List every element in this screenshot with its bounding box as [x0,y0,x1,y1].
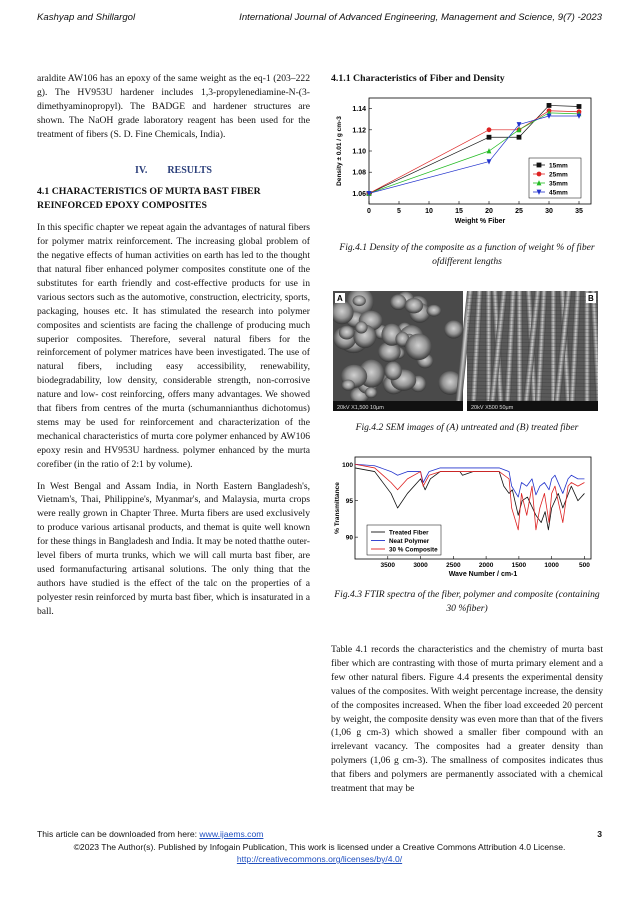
x-tick-label-6: 30 [545,208,553,215]
journal-link[interactable]: www.ijaems.com [199,829,264,839]
sem-a-particle [342,380,355,391]
sem-a-particle [405,334,432,361]
ftir-y-axis-label: % Transmittance [334,482,341,534]
y-tick-label-0: 1.06 [352,190,366,198]
sem-a-particle [339,326,355,340]
ftir-x-tick-label-3: 2000 [478,562,494,569]
page-number: 3 [597,829,602,839]
sem-a-particle [353,295,366,306]
point-15mm-2 [517,135,522,140]
x-tick-label-1: 5 [397,208,401,215]
ftir-y-tick-label-1: 95 [345,498,353,506]
running-header [37,12,602,28]
paragraph-1: In this specific chapter we repeat again the advantages of natural fibers for polymer matrix reinforcement. The increasing global problem of the negative effects of human activities on earth has led to the thought that natural fiber enhanced polymer composites constitute one of the substitutes for earth friendly and cost-effective products for use in various sectors such as the automotive, construction, electricity, sports, packaging, houses etc. It has stimulated the research into polymer composites and scientists are facing the challenge of producing much superior composites. Therefore, several natural fibers for the reinforcement of polymer matrices have been investigated. The use of natural fibers, including easy accessibility, renewability, biodegradability, low density, considerable strength, non-corrosive nature and low- cost reinforcing, offers many advantages. We showed that fibers from centres of the murta (schumannianthus dichotomus) stems may be used for reinforcement and characterization of the mechanical characteristics of murta core polymer enhanced by AW106 epoxy resin and HV953U hardness. polymer enhanced by the murta corefiber (in the ratio of 2:1 by volume). [37,222,310,470]
ftir-legend-label-treated-fiber: Treated Fiber [389,529,429,537]
legend-label-35mm: 35mm [549,180,568,188]
ftir-x-axis-label: Wave Number / cm-1 [448,571,518,578]
figure-4-2-caption: Fig.4.2 SEM images of (A) untreated and (B) treated fiber [355,422,579,433]
x-tick-label-7: 35 [575,208,583,215]
x-axis-label: Weight % Fiber [454,218,506,225]
sem-a-particle [365,387,377,398]
sem-a-particle [405,298,423,313]
sem-label-b: B [588,294,594,303]
paragraph-3: Table 4.1 records the characteristics and the chemistry of murta bast fiber which are contrasting with those of murta primary element and a few other natural fibers. Figure 4.4 presents the experimental density values of the composites. With weight percentage increase, the density of the composites increased. When the fiber load exceeded 20 percent by weight, the composite density was even more than that of the fivers (1,06 g cm-3) which showed a smaller fiber compound with an irrelevant vacancy. The composites had a greater density than polymers (1,06 g cm-3). The smallness of composites indicates thus that fibers and polymers are permanently associated with a chemical treatment that may be [331,644,603,795]
ftir-legend-label-30-composite: 30 % Composite [389,546,438,554]
ftir-y-tick-label-0: 90 [345,534,353,542]
footer-download: This article can be downloaded from here: www.ijaems.com [37,829,264,839]
sem-a-particle [390,294,406,310]
x-tick-label-2: 10 [425,208,433,215]
density-chart [333,92,598,234]
legend-marker-25mm [537,172,542,177]
y-tick-label-4: 1.14 [352,106,366,114]
subsection-title: 4.1 CHARACTERISTICS OF MURTA BAST FIBER REINFORCED EPOXY COMPOSITES [37,186,261,212]
ftir-chart [333,453,598,581]
paragraph-2: In West Bengal and Assam India, in North Eastern Bangladesh's, Vietnam's, Thai, Philippine's, Myanmar's, and Malaysia, murta crops were really grown in Chapter Three. Murta fibers are used exclusively to produce various artisanal products, and themat is quite well known for these things in Bangladesh and India. It may be noted thatthe outer-level fibers of murta trunks, which we will call murta bast fiber, are used formanufacturing artisanal solutions. The only thing that the authors have studied is the effect of the talc on the properties of a polyester resin reinforced by murta bast fiber, which is insaturated in a ball. [37,480,310,617]
x-tick-label-0: 0 [367,208,371,215]
legend-label-15mm: 15mm [549,162,568,170]
intro-paragraph: araldite AW106 has an epoxy of the same weight as the eq-1 (203–222 g). The HV953U hardener includes 1,3-propylenediamine-N-(3-dimethyaminopropyl). The BADGE and hardener structures are shown. The NaOH grade laboratory reagent has been used for the treatment of fibers (S. D. Fine Chemicals, India). [37,73,310,140]
point-15mm-3 [547,103,552,108]
sem-a-particle [427,305,442,317]
sem-panel-b [455,291,598,411]
sem-panel-a [333,291,463,411]
sem-a-particle [444,320,463,338]
footer [37,828,602,866]
legend-marker-15mm [537,163,542,168]
ftir-x-tick-label-2: 2500 [446,562,461,569]
subsubsection-title: 4.1.1 Characteristics of Fiber and Density [331,73,505,84]
sem-scale-a: 20kV X1,500 10μm [337,405,384,411]
sem-b-fiber [550,291,557,401]
sem-label-a: A [337,294,343,303]
legend-label-25mm: 25mm [549,171,568,179]
y-tick-label-2: 1.10 [352,148,366,156]
license-link[interactable]: http://creativecommons.org/licenses/by/4.0/ [236,854,403,864]
sem-a-particle [384,361,401,380]
ftir-x-tick-label-5: 1000 [544,562,559,569]
ftir-figure [333,453,598,581]
header-authors: Kashyap and Shillargol [37,12,136,23]
sem-a-particle [355,321,367,333]
header-journal: International Journal of Advanced Engineering, Management and Science, 9(7) -2023 [239,12,602,23]
density-figure [333,92,598,234]
y-tick-label-1: 1.08 [352,169,366,177]
point-25mm-1 [487,127,492,132]
x-tick-label-5: 25 [515,208,523,215]
x-tick-label-4: 20 [485,208,493,215]
ftir-legend-label-neat-polymer: Neat Polymer [389,538,430,545]
legend-label-45mm: 45mm [549,189,568,197]
footer-copyright: ©2023 The Author(s). Published by Infogain Publication, This work is licensed under a Creative Commons Attribution 4.0 License. [73,841,566,852]
point-15mm-1 [487,135,492,140]
sem-figure [333,291,598,411]
ftir-x-tick-label-0: 3500 [380,562,396,569]
sem-scale-b: 20kV X500 50μm [471,405,514,411]
ftir-x-tick-label-4: 1500 [511,562,527,569]
left-column [37,72,310,627]
y-tick-label-3: 1.12 [352,127,366,135]
ftir-y-tick-label-2: 100 [342,461,353,469]
point-15mm-4 [577,104,582,109]
y-axis-label: Density ± 0.01 / g cm-3 [336,116,343,186]
right-column [331,72,603,88]
figure-4-3-caption: Fig.4.3 FTIR spectra of the fiber, polymer and composite (containing 30 %fiber) [334,589,600,614]
ftir-x-tick-label-1: 3000 [413,562,428,569]
figure-4-1-caption: Fig.4.1 Density of the composite as a function of weight % of fiber ofdifferent lengths [339,242,595,267]
x-tick-label-3: 15 [455,208,463,215]
section-title: IV. RESULTS [135,164,212,176]
ftir-x-tick-label-6: 500 [579,562,590,569]
sem-images [333,291,598,411]
